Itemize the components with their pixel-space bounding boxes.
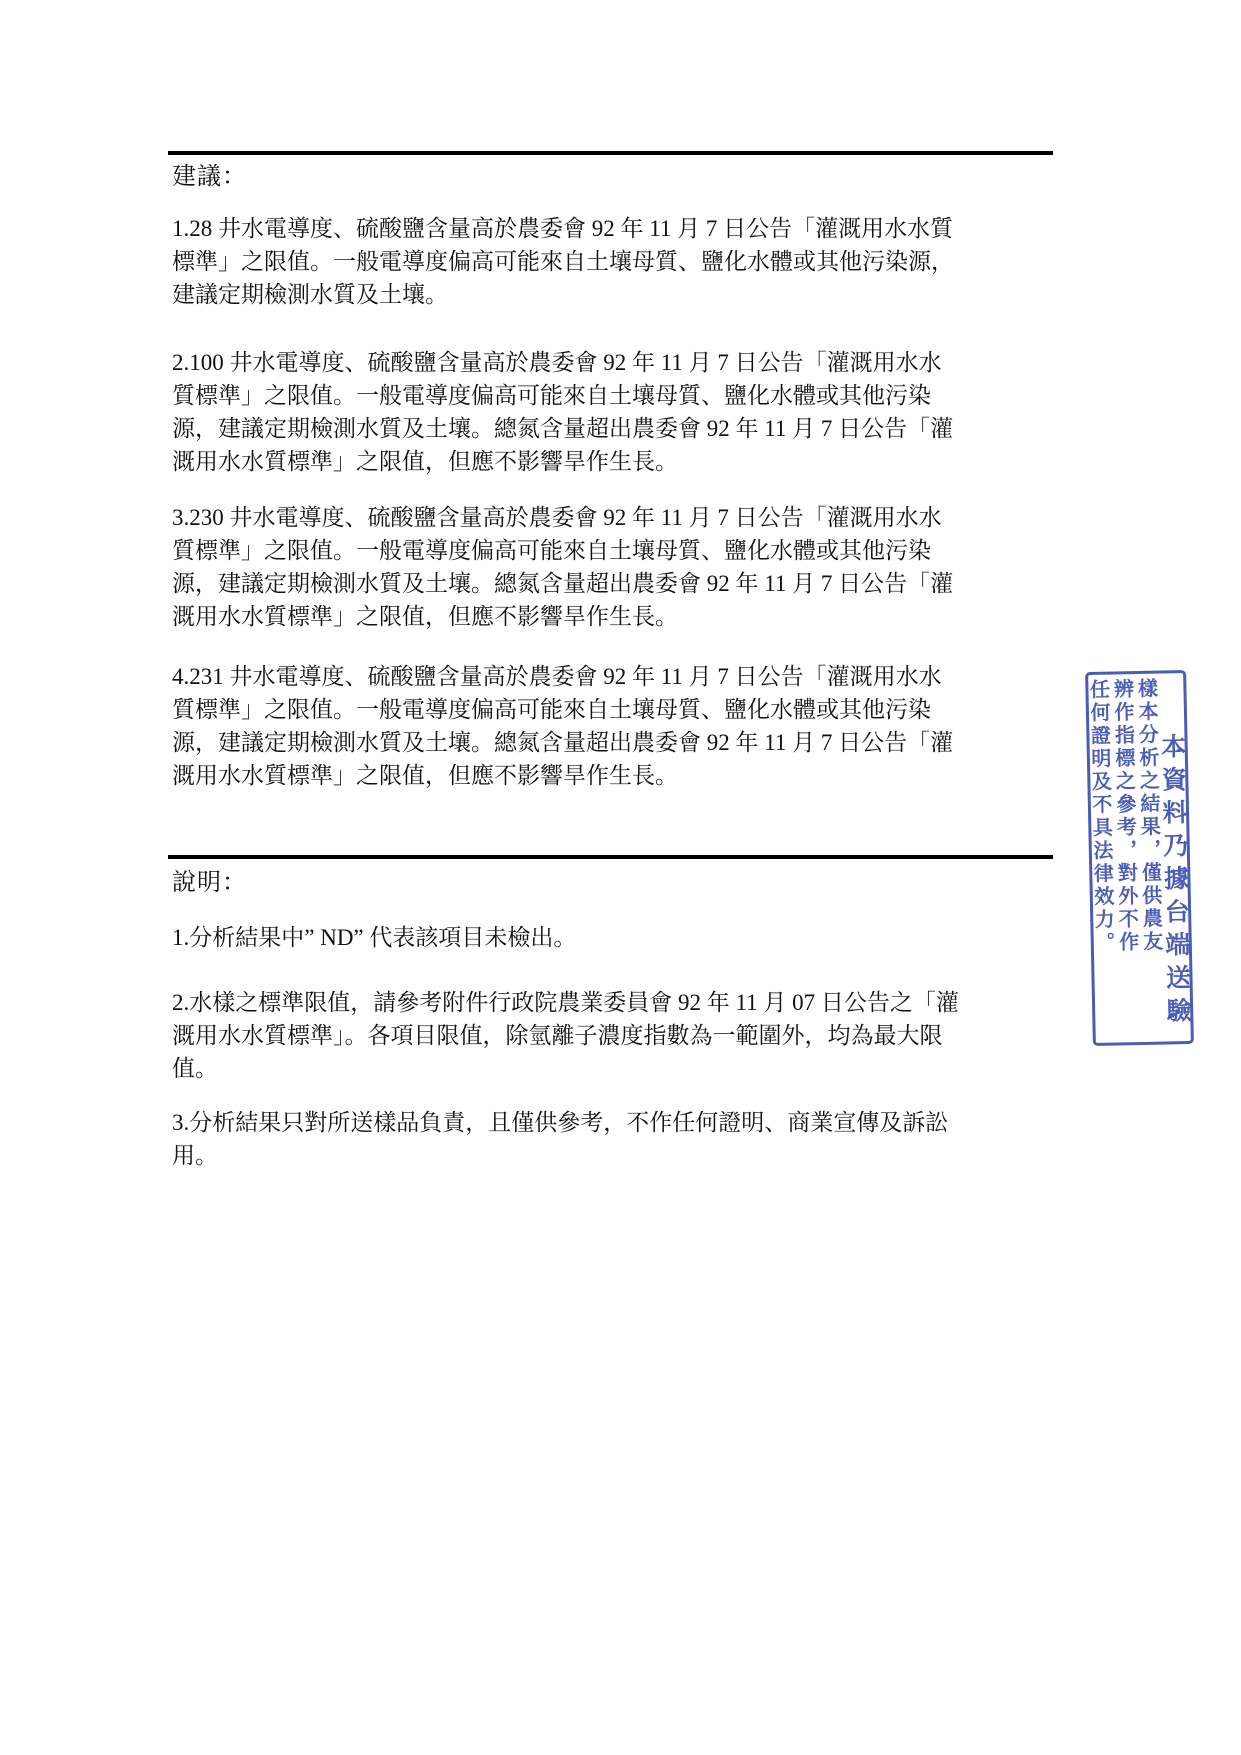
section-divider-bottom <box>168 855 1053 859</box>
stamp-column-2: 樣本分析之結果，僅供農友 <box>1134 677 1163 955</box>
notes-title: 說明： <box>172 870 247 896</box>
suggestions-title: 建議： <box>172 164 247 190</box>
note-item-2: 2.水樣之標準限值，請參考附件行政院農業委員會 92 年 11 月 07 日公告之「灌溉用水水質標準」。各項目限值，除氫離子濃度指數為一範圍外，均為最大限值。 <box>172 990 959 1081</box>
note-item-3: 3.分析結果只對所送樣品負責，且僅供參考，不作任何證明、商業宣傳及訴訟用。 <box>172 1110 949 1168</box>
suggestion-paragraph-3: 3.230 井水電導度、硫酸鹽含量高於農委會 92 年 11 月 7 日公告「灌溉用水水質標準」之限值。一般電導度偏高可能來自土壤母質、鹽化水體或其他污染源，建議定期檢測水質及土壤。總氮含量超出農委會 92 年 11 月 7 日公告「灌溉用水水質標準」之限值，但應不影響旱作生長。 <box>172 505 954 629</box>
stamp-column-1: 本資料乃據台端送驗 <box>1157 733 1191 1031</box>
disclaimer-stamp <box>1085 670 1194 1046</box>
suggestion-paragraph-1: 1.28 井水電導度、硫酸鹽含量高於農委會 92 年 11 月 7 日公告「灌溉用水水質標準」之限值。一般電導度偏高可能來自土壤母質、鹽化水體或其他污染源，建議定期檢測水質及土壤。 <box>172 216 954 307</box>
note-item-1: 1.分析結果中” ND” 代表該項目未檢出。 <box>172 925 577 950</box>
suggestion-paragraph-4: 4.231 井水電導度、硫酸鹽含量高於農委會 92 年 11 月 7 日公告「灌溉用水水質標準」之限值。一般電導度偏高可能來自土壤母質、鹽化水體或其他污染源，建議定期檢測水質及土壤。總氮含量超出農委會 92 年 11 月 7 日公告「灌溉用水水質標準」之限值，但應不影響旱作生長。 <box>172 664 954 788</box>
stamp-column-4: 任何證明及不具法律效力。 <box>1086 678 1115 956</box>
stamp-column-3: 辨作指標之參考，對外不作 <box>1110 678 1139 955</box>
suggestion-paragraph-2: 2.100 井水電導度、硫酸鹽含量高於農委會 92 年 11 月 7 日公告「灌溉用水水質標準」之限值。一般電導度偏高可能來自土壤母質、鹽化水體或其他污染源，建議定期檢測水質及土壤。總氮含量超出農委會 92 年 11 月 7 日公告「灌溉用水水質標準」之限值，但應不影響旱作生長。 <box>172 350 954 474</box>
section-divider-top <box>168 151 1053 155</box>
